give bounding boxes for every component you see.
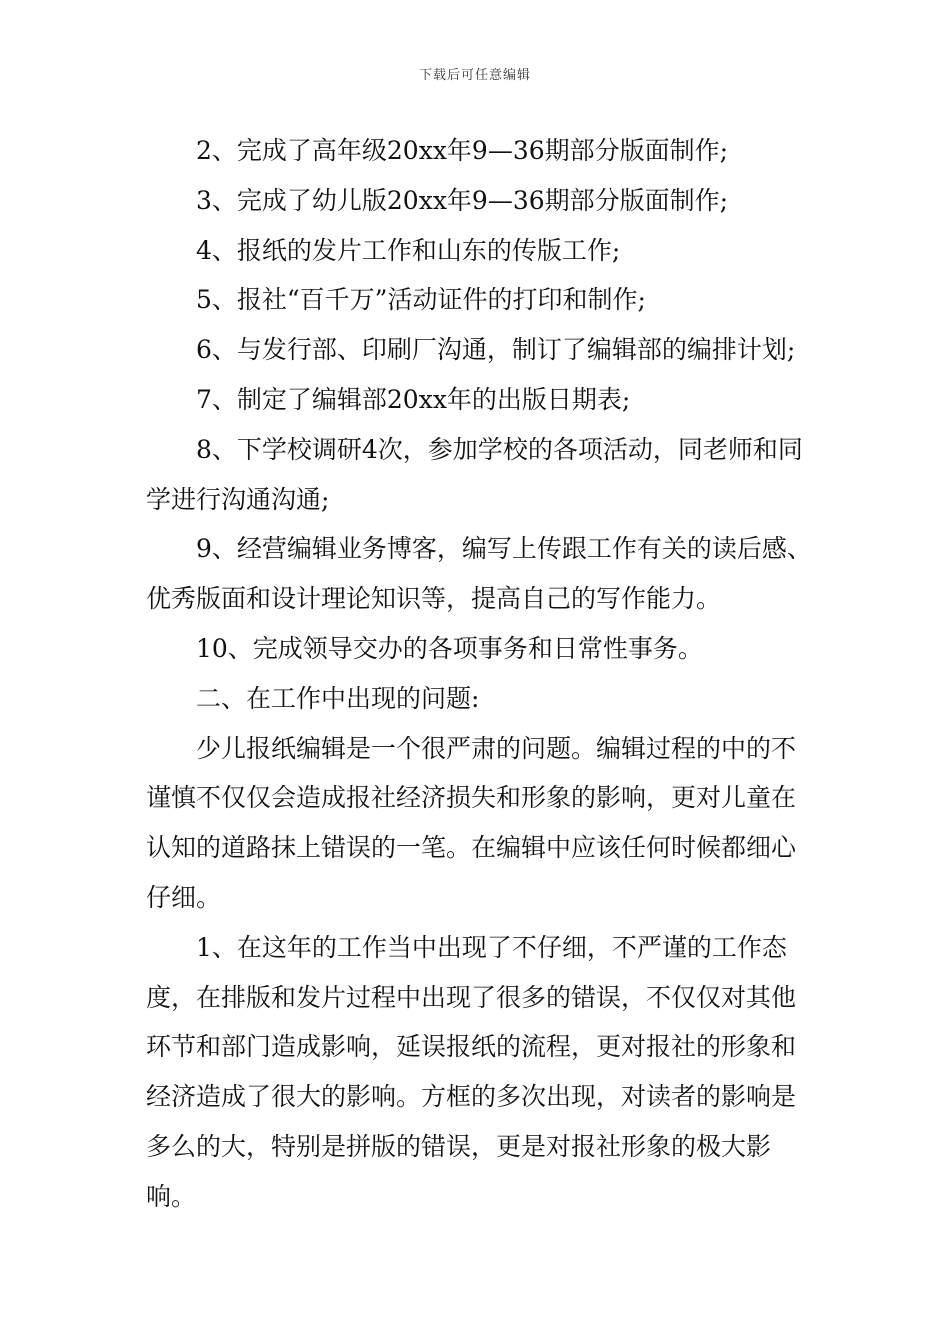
paragraph-item-10: 10、完成领导交办的各项事务和日常性事务。 bbox=[196, 633, 703, 663]
section-heading-problems: 二、在工作中出现的问题: bbox=[196, 683, 480, 713]
paragraph-item-9: 9、经营编辑业务博客，编写上传跟工作有关的读后感、优秀版面和设计理论知识等，提高自己的写作能力。 bbox=[146, 534, 812, 614]
paragraph-item-6: 6、与发行部、印刷厂沟通，制订了编辑部的编排计划; bbox=[196, 335, 796, 365]
page-header: 下载后可任意编辑 bbox=[418, 68, 531, 83]
document-body bbox=[146, 126, 818, 1222]
paragraph-problem-1: 1、在这年的工作当中出现了不仔细，不严谨的工作态度，在排版和发片过程中出现了很多的错误，不仅仅对其他环节和部门造成影响，延误报纸的流程，更对报社的形象和经济造成了很大的影响。方框的多次出现，对读者的影响是多么的大，特别是拼版的错误，更是对报社形象的极大影响。 bbox=[146, 932, 797, 1211]
paragraph-item-3: 3、完成了幼儿版20xx年9—36期部分版面制作; bbox=[196, 185, 729, 215]
paragraph-item-7: 7、制定了编辑部20xx年的出版日期表; bbox=[196, 384, 631, 414]
paragraph-intro-problems: 少儿报纸编辑是一个很严肃的问题。编辑过程的中的不谨慎不仅仅会造成报社经济损失和形象的影响，更对儿童在认知的道路抹上错误的一笔。在编辑中应该任何时候都细心仔细。 bbox=[146, 733, 797, 912]
paragraph-item-5: 5、报社“百千万”活动证件的打印和制作; bbox=[196, 285, 646, 315]
paragraph-item-2: 2、完成了高年级20xx年9—36期部分版面制作; bbox=[196, 136, 729, 165]
paragraph-item-8: 8、下学校调研4次，参加学校的各项活动，同老师和同学进行沟通沟通; bbox=[146, 434, 803, 514]
paragraph-item-4: 4、报纸的发片工作和山东的传版工作; bbox=[196, 235, 621, 265]
